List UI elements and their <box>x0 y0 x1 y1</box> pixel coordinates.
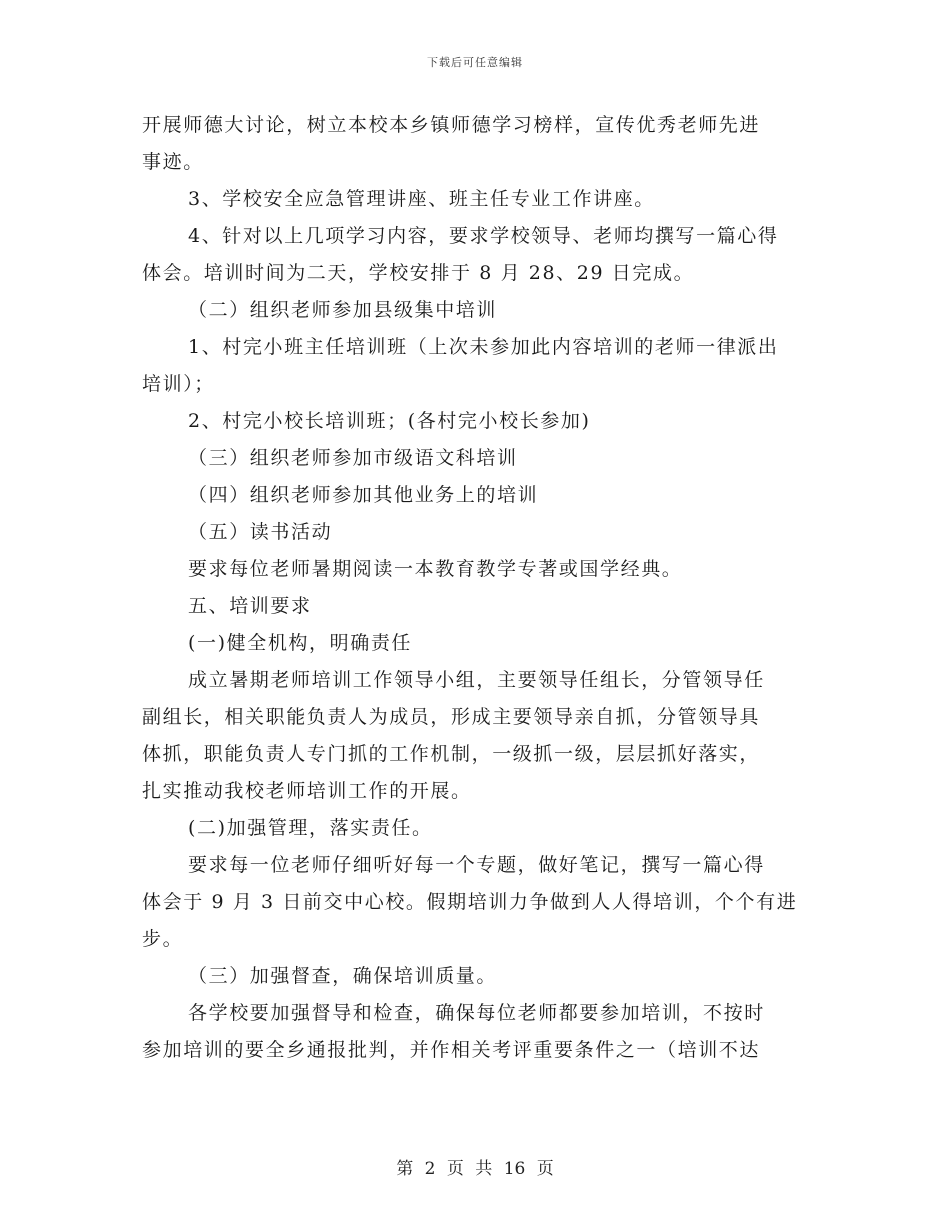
paragraph-line: 1、村完小班主任培训班（上次未参加此内容培训的老师一律派出 <box>188 336 779 358</box>
paragraph-line: 要求每一位老师仔细听好每一个专题，做好笔记，撰写一篇心得 <box>188 854 765 876</box>
section-heading: 五、培训要求 <box>188 595 312 617</box>
paragraph-line: 事迹。 <box>142 151 204 173</box>
paragraph-line: 2、村完小校长培训班；(各村完小校长参加) <box>188 410 591 432</box>
section-heading: (一)健全机构，明确责任 <box>188 632 413 654</box>
paragraph-line: 体抓，职能负责人专门抓的工作机制，一级抓一级，层层抓好落实， <box>142 743 761 765</box>
paragraph-line: 扎实推动我校老师培训工作的开展。 <box>142 780 472 802</box>
paragraph-line: 各学校要加强督导和检查，确保每位老师都要参加培训，不按时 <box>188 1002 765 1024</box>
section-heading: (二)加强管理，落实责任。 <box>188 817 433 839</box>
paragraph-line: 体会于 9 月 3 日前交中心校。假期培训力争做到人人得培训，个个有进 <box>142 891 798 913</box>
page-number: 第 2 页 共 16 页 <box>396 1159 554 1179</box>
paragraph-line: 体会。培训时间为二天，学校安排于 8 月 28、29 日完成。 <box>142 262 695 284</box>
section-heading: （三）加强督查，确保培训质量。 <box>188 965 498 987</box>
section-heading: （三）组织老师参加市级语文科培训 <box>188 447 518 469</box>
page-header: 下载后可任意编辑 <box>427 56 523 69</box>
section-heading: （二）组织老师参加县级集中培训 <box>188 299 498 321</box>
document-body <box>142 107 812 1069</box>
paragraph-line: 成立暑期老师培训工作领导小组，主要领导任组长，分管领导任 <box>188 669 765 691</box>
section-heading: （五）读书活动 <box>188 521 333 543</box>
paragraph-line: 参加培训的要全乡通报批判，并作相关考评重要条件之一（培训不达 <box>142 1039 761 1061</box>
paragraph-line: 步。 <box>142 928 184 950</box>
paragraph-line: 3、学校安全应急管理讲座、班主任专业工作讲座。 <box>188 188 655 210</box>
paragraph-line: 开展师德大讨论，树立本校本乡镇师德学习榜样，宣传优秀老师先进 <box>142 114 761 136</box>
section-heading: （四）组织老师参加其他业务上的培训 <box>188 484 539 506</box>
paragraph-line: 培训）； <box>142 373 215 395</box>
paragraph-line: 副组长，相关职能负责人为成员，形成主要领导亲自抓，分管领导具 <box>142 706 761 728</box>
paragraph-line: 4、针对以上几项学习内容，要求学校领导、老师均撰写一篇心得 <box>188 225 779 247</box>
paragraph-line: 要求每位老师暑期阅读一本教育教学专著或国学经典。 <box>188 558 683 580</box>
